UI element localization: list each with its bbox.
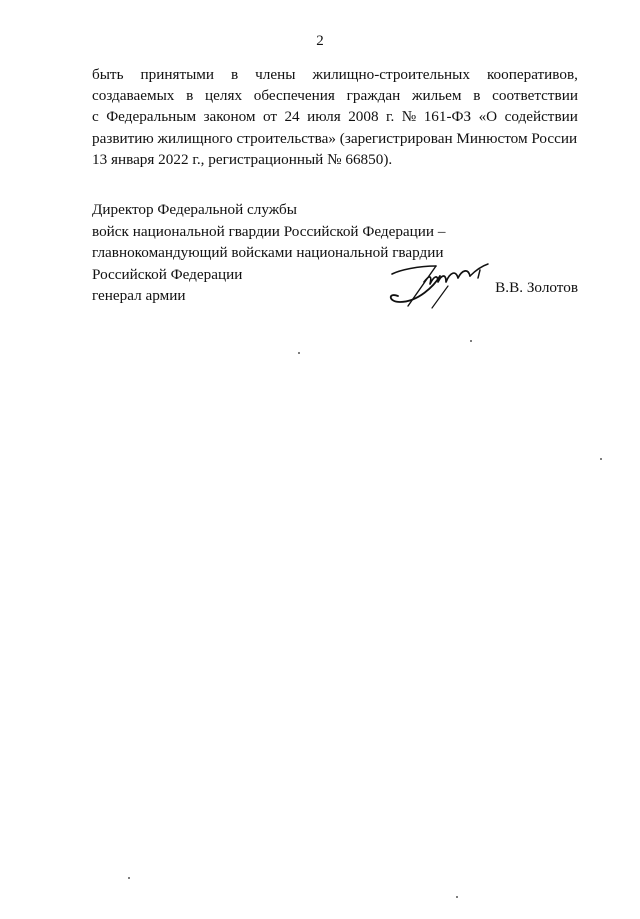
scan-speck [128, 877, 130, 879]
word: 161-ФЗ [423, 108, 472, 126]
signatory-title-line-1: Директор Федеральной службы [92, 201, 297, 218]
word: г. [386, 108, 395, 126]
word: граждан [346, 87, 401, 105]
scan-speck [470, 340, 472, 342]
word: целях [205, 87, 243, 105]
word: законом [203, 108, 256, 126]
word: от [262, 108, 278, 126]
word: кооперативов, [486, 66, 578, 83]
word: июля [307, 108, 341, 126]
word: обеспечения [253, 87, 335, 105]
body-line-3 [92, 106, 578, 127]
word: быть [92, 66, 124, 83]
handwritten-signature-icon [378, 256, 498, 312]
word: в [231, 66, 239, 83]
body-line-4: развитию жилищного строительства» (зарегистрирован Минюстом России [92, 129, 578, 147]
body-line-5: 13 января 2022 г., регистрационный № 66850). [92, 150, 393, 168]
word: в [186, 87, 194, 105]
word: содействии [504, 108, 578, 126]
word: жилищно-строительных [312, 66, 470, 83]
word: с [92, 108, 99, 126]
body-paragraph [92, 64, 578, 170]
signatory-title-line-2: войск национальной гвардии Российской Федерации – [92, 222, 446, 240]
signatory-rank: генерал армии [92, 287, 186, 304]
signatory-title-line-3: главнокомандующий войсками национальной гвардии [92, 244, 444, 261]
word: 2008 [348, 108, 379, 126]
word: № [401, 108, 417, 126]
page-number: 2 [316, 33, 324, 49]
word: члены [255, 66, 296, 83]
word: Федеральным [106, 108, 197, 126]
scan-speck [456, 896, 458, 898]
scan-speck [600, 458, 602, 460]
word: принятыми [140, 66, 215, 83]
signer-name: В.В. Золотов [495, 279, 578, 296]
word: 24 [284, 108, 300, 126]
word: соответствии [492, 87, 578, 105]
body-line-1 [92, 64, 578, 85]
word: создаваемых [92, 87, 175, 105]
word: в [473, 87, 481, 105]
word: жильем [412, 87, 462, 105]
signatory-title-line-4: Российской Федерации [92, 265, 243, 283]
scan-speck [298, 352, 300, 354]
body-line-2 [92, 85, 578, 106]
word: «О [478, 108, 498, 126]
